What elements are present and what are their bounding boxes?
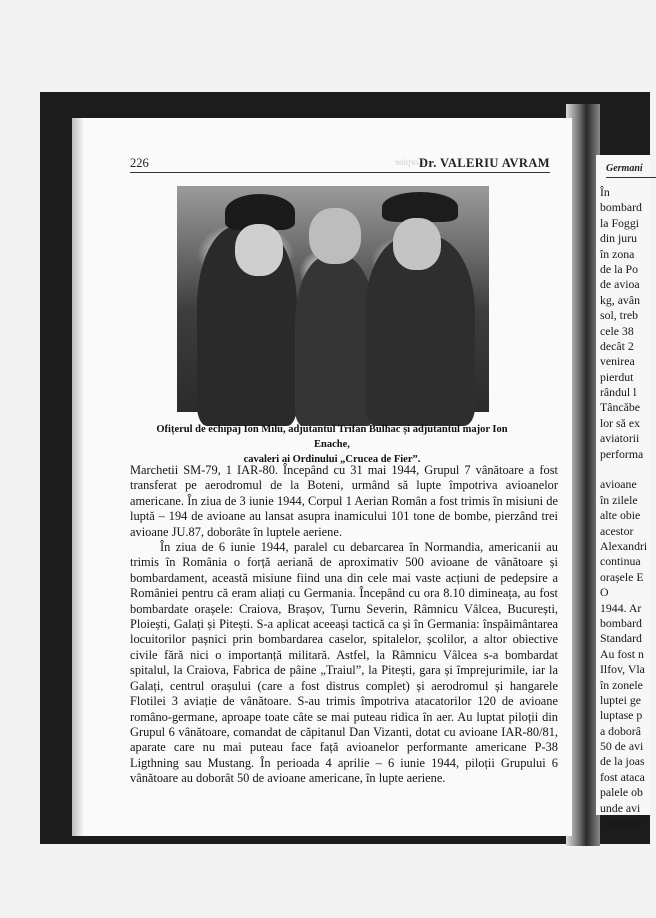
right-page-line: kg, avân [600, 292, 640, 307]
header-bleed-through: Korpine [395, 157, 425, 167]
officer-face [235, 224, 283, 276]
right-page-header: Germani [606, 163, 643, 174]
page-number: 226 [130, 156, 149, 170]
header-author: Dr. VALERIU AVRAM [418, 156, 550, 170]
right-page-line: în zona [600, 246, 635, 261]
page-edge-shadow [72, 118, 84, 836]
right-page-line: Călugăre [600, 816, 643, 831]
right-page-line: Ilfov, Vla [600, 662, 645, 677]
right-page-line: în zonele [600, 677, 643, 692]
header-rule [606, 177, 656, 178]
right-page-line: fost ataca [600, 769, 645, 784]
right-page-line: luptase p [600, 708, 643, 723]
right-page-line [600, 462, 647, 477]
caption-line: cavaleri ai Ordinului „Crucea de Fier”. [243, 454, 421, 465]
right-page-line: O [600, 585, 609, 600]
right-page-line: rândul l [600, 385, 637, 400]
right-page-line: orașele E [600, 569, 644, 584]
right-page-line: sol, treb [600, 308, 639, 323]
right-page-line: lor să ex [600, 415, 640, 430]
right-page-line: Standard [600, 631, 642, 646]
right-page-line: Alexandri [600, 538, 648, 553]
paragraph: Marchetii SM-79, 1 IAR-80. Începând cu 31 mai 1944, Grupul 7 vânătoare a fost transferat pe aerodromul de la Boteni, urmând să lupte împotriva avioanelor americane. În ziua de 3 iunie 1944, Corpul 1 Aerian Român a fost trimis în misiuni de luptă – 194 de avioane au lansat asupra inamicului 101 tone de bombe, pierzând trei avioane JU.87, doborâte în luptele aeriene. [130, 463, 558, 539]
right-page-line: bombard [600, 200, 642, 215]
right-page-line: în zilele [600, 492, 638, 507]
photo-caption [142, 422, 522, 467]
right-page [596, 155, 650, 831]
caption-line: Ofițerul de echipaj Ion Milu, adjutantul Trifan Bulhac și adjutantul major Ion Enache, [156, 424, 508, 450]
right-page-line: alte obie [600, 508, 641, 523]
right-page-line: din juru [600, 231, 638, 246]
right-page-line: aviatorii [600, 431, 640, 446]
officers-photo [177, 186, 489, 412]
right-page-line: avioane [600, 477, 637, 492]
right-page-line: la Foggi [600, 215, 639, 230]
right-page-line: cele 38 [600, 323, 634, 338]
right-page-text [600, 185, 647, 831]
right-page-line: palele ob [600, 785, 643, 800]
right-page-line: unde avi [600, 800, 641, 815]
page-header [130, 156, 550, 176]
right-page-line: de la joas [600, 754, 645, 769]
paragraph: În ziua de 6 iunie 1944, paralel cu debarcarea în Normandia, americanii au trimis în România o forță aeriană de aproximativ 500 avioane de vânătoare și bombardament, această misiune fiind una din cele mai vaste acțiuni de pedepsire a României pentru că eram aliați cu Germania. Începând cu ora 8.10 dimineața, au fost bombardate orașele: Craiova, Brașov, Turnu Severin, Râmnicu Vâlcea, București, Ploiești, Galați și Pitești. S-a aplicat aceeași tactică ca și în Germania: înspăimântarea locuitorilor pașnici prin bombardarea caselor, spitalelor, școlilor, a altor obiective civile fără nici o importanță militară. Astfel, la Râmnicu Vâlcea s-a bombardat spitalul, la Craiova, Fabrica de pâine „Traiul”, la Pitești, gara și împrejurimile, iar la Galați, centrul orașului (care a fost distrus complet) și aerodromul și hangarele Flotilei 3 aviație de vânătoare. S-au trimis împotriva atacatorilor 120 de avioane româno-germane, aproape toate câte se mai puteau ridica în aer. Au luptat piloții din Grupul 6 vânătoare, comandat de căpitanul Dan Vizanti, dotat cu avioane IAR-80/81, aparate care nu mai puteau face față avioanelor performante americane P-38 Ligthning sau Mustang. În perioada 4 aprilie – 6 iunie 1944, piloții Grupului 6 vânătoare au doborât 50 de avioane americane, în lupte aeriene. [130, 540, 558, 786]
right-page-line: În [600, 185, 610, 199]
right-page-line: 1944. Ar [600, 600, 642, 615]
officer-face [309, 208, 361, 264]
right-page-line: 50 de avi [600, 739, 644, 754]
right-page-line: acestor [600, 523, 634, 538]
header-rule [130, 172, 550, 173]
officer-figure [295, 256, 375, 426]
right-page-line: pierdut [600, 369, 634, 384]
officer-face [393, 218, 441, 270]
right-page-line: luptei ge [600, 692, 641, 707]
body-text [130, 463, 558, 787]
right-page-line: continua [600, 554, 641, 569]
right-page-line: Tâncăbe [600, 400, 640, 415]
right-page-line: de avioa [600, 277, 640, 292]
right-page-line: performa [600, 446, 644, 461]
right-page-line: a doborâ [600, 723, 641, 738]
right-page-line: bombard [600, 615, 642, 630]
right-page-line: de la Po [600, 261, 639, 276]
right-page-line: decât 2 [600, 338, 634, 353]
left-page [72, 118, 572, 836]
right-page-line: Au fost n [600, 646, 644, 661]
right-page-line: venirea [600, 354, 635, 369]
